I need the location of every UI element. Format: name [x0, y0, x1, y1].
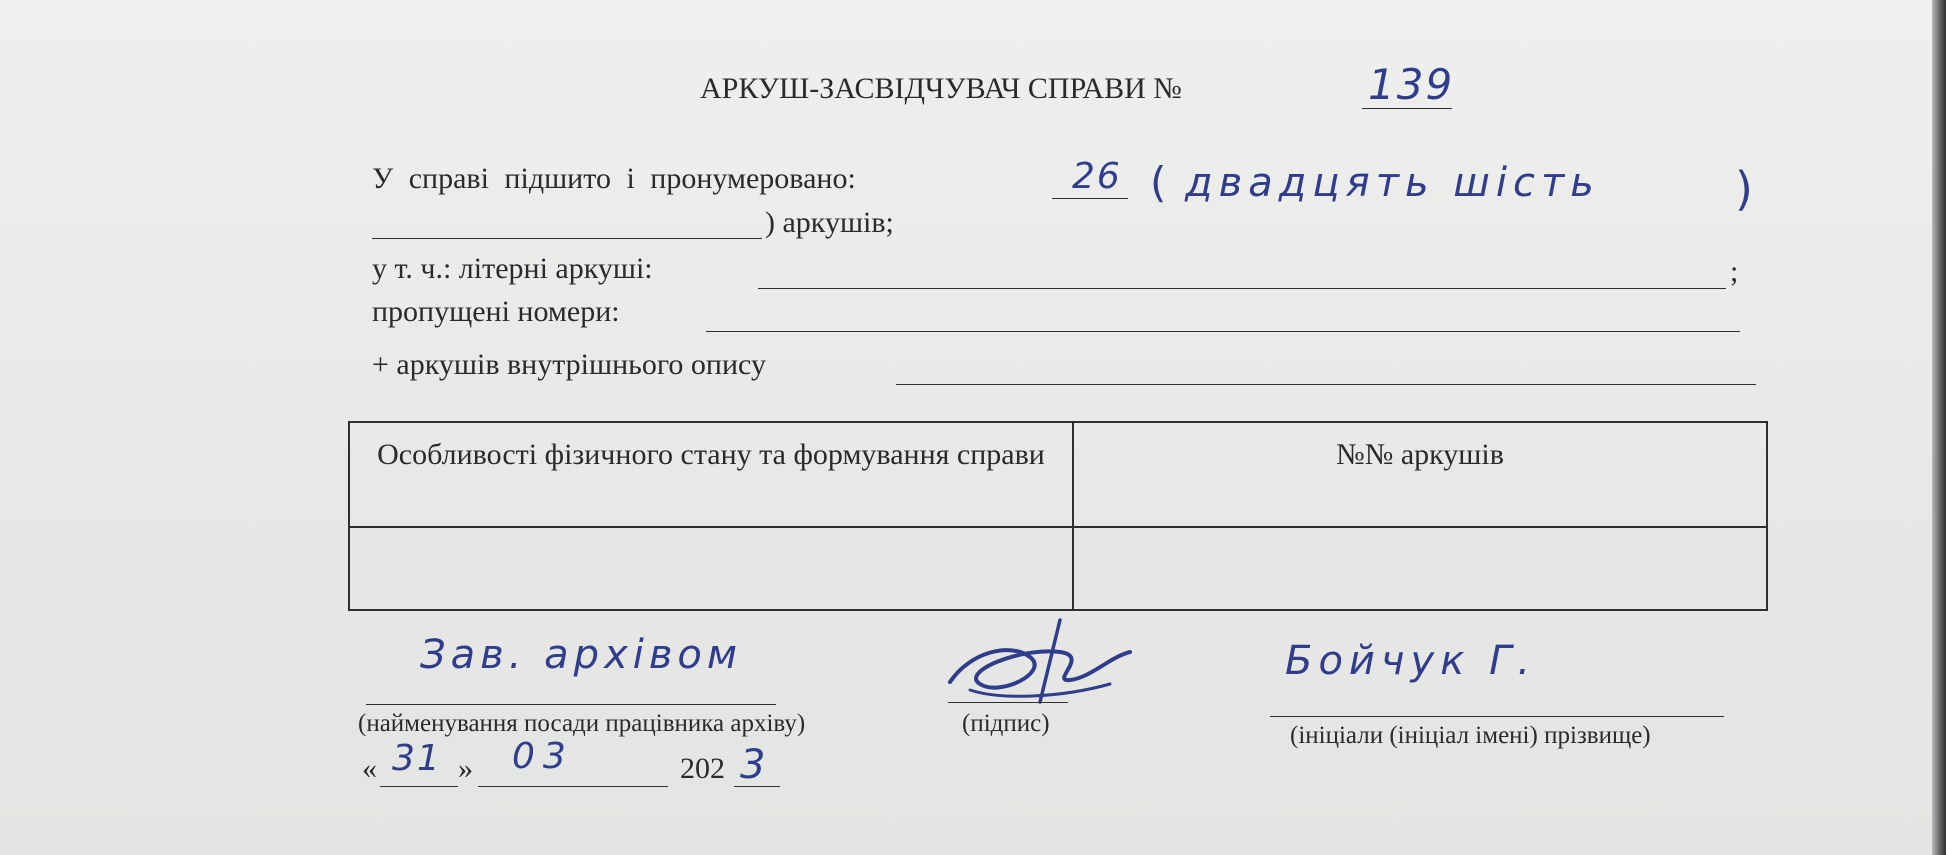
position-handwritten: Зав. архівом	[420, 632, 743, 678]
date-open-quote: «	[362, 752, 377, 785]
document-title: АРКУШ-ЗАСВІДЧУВАЧ СПРАВИ №	[700, 72, 1182, 105]
table-row	[349, 527, 1767, 610]
date-year-prefix: 202	[680, 752, 725, 785]
sheet-count-suffix: ) аркушів;	[765, 206, 894, 239]
condition-table	[348, 421, 1768, 611]
missing-numbers-label: пропущені номери:	[372, 295, 620, 328]
date-day: 31	[392, 738, 442, 779]
missing-numbers-line	[706, 331, 1740, 332]
date-month: 03	[512, 736, 574, 777]
sheet-count-close-paren: )	[1735, 162, 1755, 216]
inventory-sheets-line	[896, 384, 1756, 385]
lettered-sheets-line	[758, 288, 1726, 289]
signature-image	[940, 612, 1140, 712]
position-line	[366, 704, 776, 705]
sheet-count-words-line	[372, 238, 762, 239]
sheet-count-number: 26	[1072, 156, 1122, 197]
position-caption: (найменування посади працівника архіву)	[358, 710, 806, 737]
name-caption: (ініціали (ініціал імені) прізвище)	[1290, 722, 1651, 749]
table-header-row	[349, 422, 1767, 527]
date-close-quote: »	[458, 752, 473, 785]
lettered-sheets-end: ;	[1730, 255, 1739, 288]
name-line	[1270, 716, 1724, 717]
sheet-count-number-line	[1052, 198, 1128, 199]
date-day-line	[380, 786, 458, 787]
inventory-sheets-label: + аркушів внутрішнього опису	[372, 348, 766, 381]
lettered-sheets-label: у т. ч.: літерні аркуші:	[372, 252, 653, 285]
date-year-digit: 3	[740, 742, 768, 788]
condition-column-header: Особливості фізичного стану та формування справи	[349, 422, 1073, 527]
sheet-count-words: двадцять шість	[1185, 160, 1600, 206]
sheet-count-label: У справі підшито і пронумеровано:	[372, 162, 856, 195]
sheet-count-open-paren: (	[1150, 158, 1169, 207]
sheet-numbers-cell	[1073, 527, 1767, 610]
case-number: 139	[1368, 60, 1455, 109]
signature-line	[948, 702, 1068, 703]
sheet-numbers-column-header: №№ аркушів	[1073, 422, 1767, 527]
name-handwritten: Бойчук Г.	[1285, 638, 1537, 684]
date-month-line	[478, 786, 668, 787]
page-edge-shadow	[1932, 0, 1946, 855]
signature-caption: (підпис)	[962, 710, 1050, 737]
condition-cell	[349, 527, 1073, 610]
